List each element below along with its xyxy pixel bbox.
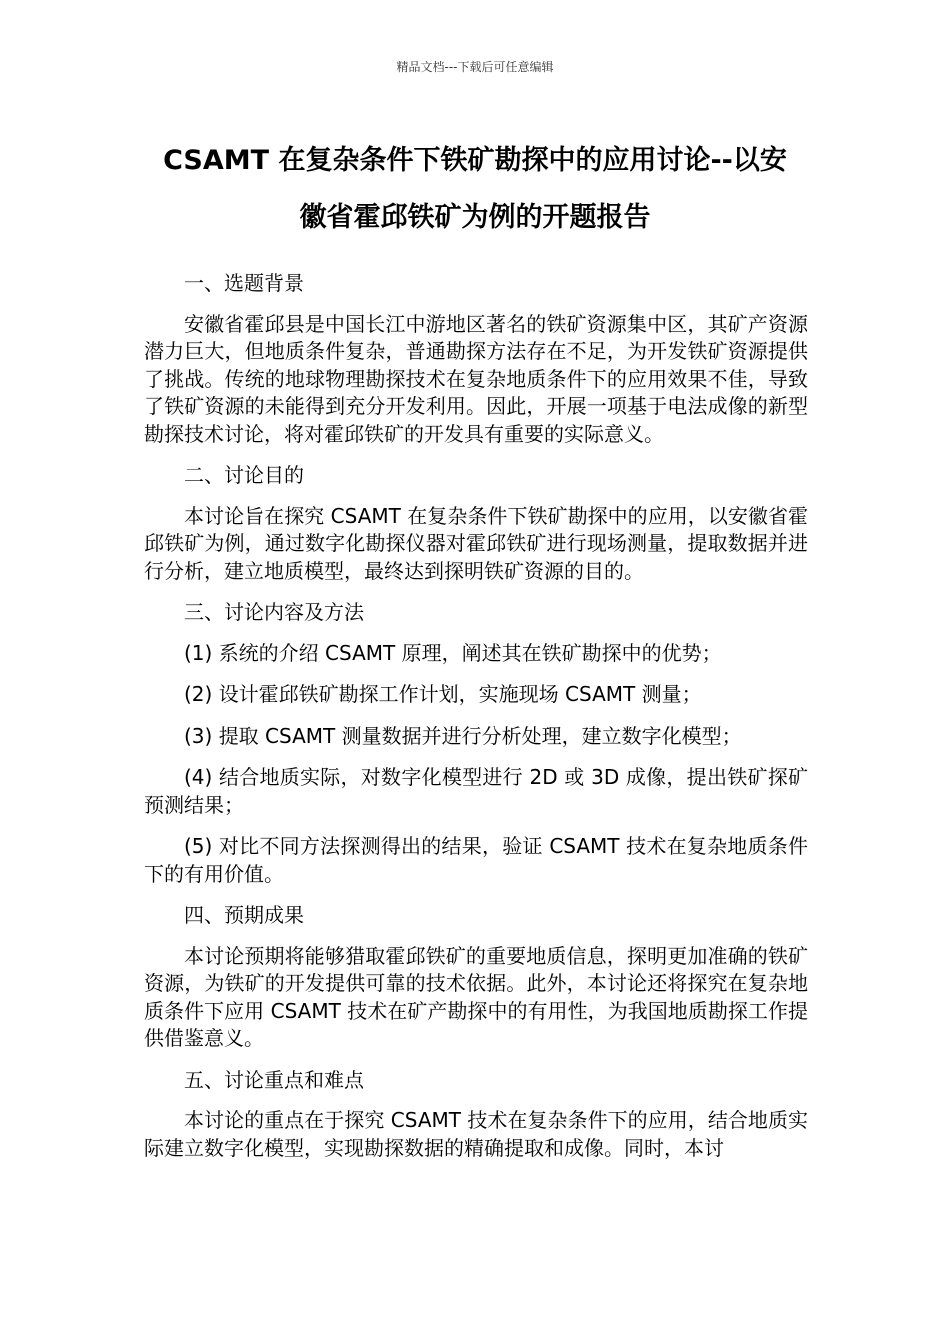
title-line-1: CSAMT 在复杂条件下铁矿勘探中的应用讨论--以安 [163,145,787,176]
list-item: (2) 设计霍邱铁矿勘探工作计划，实施现场 CSAMT 测量； [184,682,702,706]
section-paragraph-background: 安徽省霍邱县是中国长江中游地区著名的铁矿资源集中区，其矿产资源潜力巨大，但地质条件复杂，普通勘探方法存在不足，为开发铁矿资源提供了挑战。传统的地球物理勘探技术在复杂地质条件下的应用效果不佳，导致了铁矿资源的未能得到充分开发利用。因此，开展一项基于电法成像的新型勘探技术讨论，将对霍邱铁矿的开发具有重要的实际意义。 [144,311,808,446]
section-paragraph-expected-results: 本讨论预期将能够猎取霍邱铁矿的重要地质信息，探明更加准确的铁矿资源，为铁矿的开发提供可靠的技术依据。此外，本讨论还将探究在复杂地质条件下应用 CSAMT 技术在矿产勘探中的有用性，为我国地质勘探工作提供借鉴意义。 [144,943,808,1050]
document-body [144,270,808,1162]
document-title [120,132,830,246]
section-heading-key-points: 五、讨论重点和难点 [184,1067,364,1092]
list-item: (3) 提取 CSAMT 测量数据并进行分析处理，建立数字化模型； [184,723,742,748]
title-line-2: 徽省霍邱铁矿为例的开题报告 [299,202,651,233]
section-heading-background: 一、选题背景 [184,271,304,295]
list-item: (5) 对比不同方法探测得出的结果，验证 CSAMT 技术在复杂地质条件下的有用价值。 [144,834,808,886]
section-heading-expected-results: 四、预期成果 [184,903,304,927]
list-item: (4) 结合地质实际，对数字化模型进行 2D 或 3D 成像，提出铁矿探矿预测结果； [144,765,808,817]
list-item: (1) 系统的介绍 CSAMT 原理，阐述其在铁矿勘探中的优势； [184,640,722,665]
section-paragraph-purpose: 本讨论旨在探究 CSAMT 在复杂条件下铁矿勘探中的应用，以安徽省霍邱铁矿为例，通过数字化勘探仪器对霍邱铁矿进行现场测量，提取数据并进行分析，建立地质模型，最终达到探明铁矿资源的目的。 [144,503,808,583]
section-paragraph-key-points: 本讨论的重点在于探究 CSAMT 技术在复杂条件下的应用，结合地质实际建立数字化模型，实现勘探数据的精确提取和成像。同时，本讨 [144,1108,808,1160]
section-heading-purpose: 二、讨论目的 [184,463,304,487]
section-heading-content-methods: 三、讨论内容及方法 [184,600,364,624]
header-note: 精品文档---下载后可任意编辑 [396,60,554,74]
